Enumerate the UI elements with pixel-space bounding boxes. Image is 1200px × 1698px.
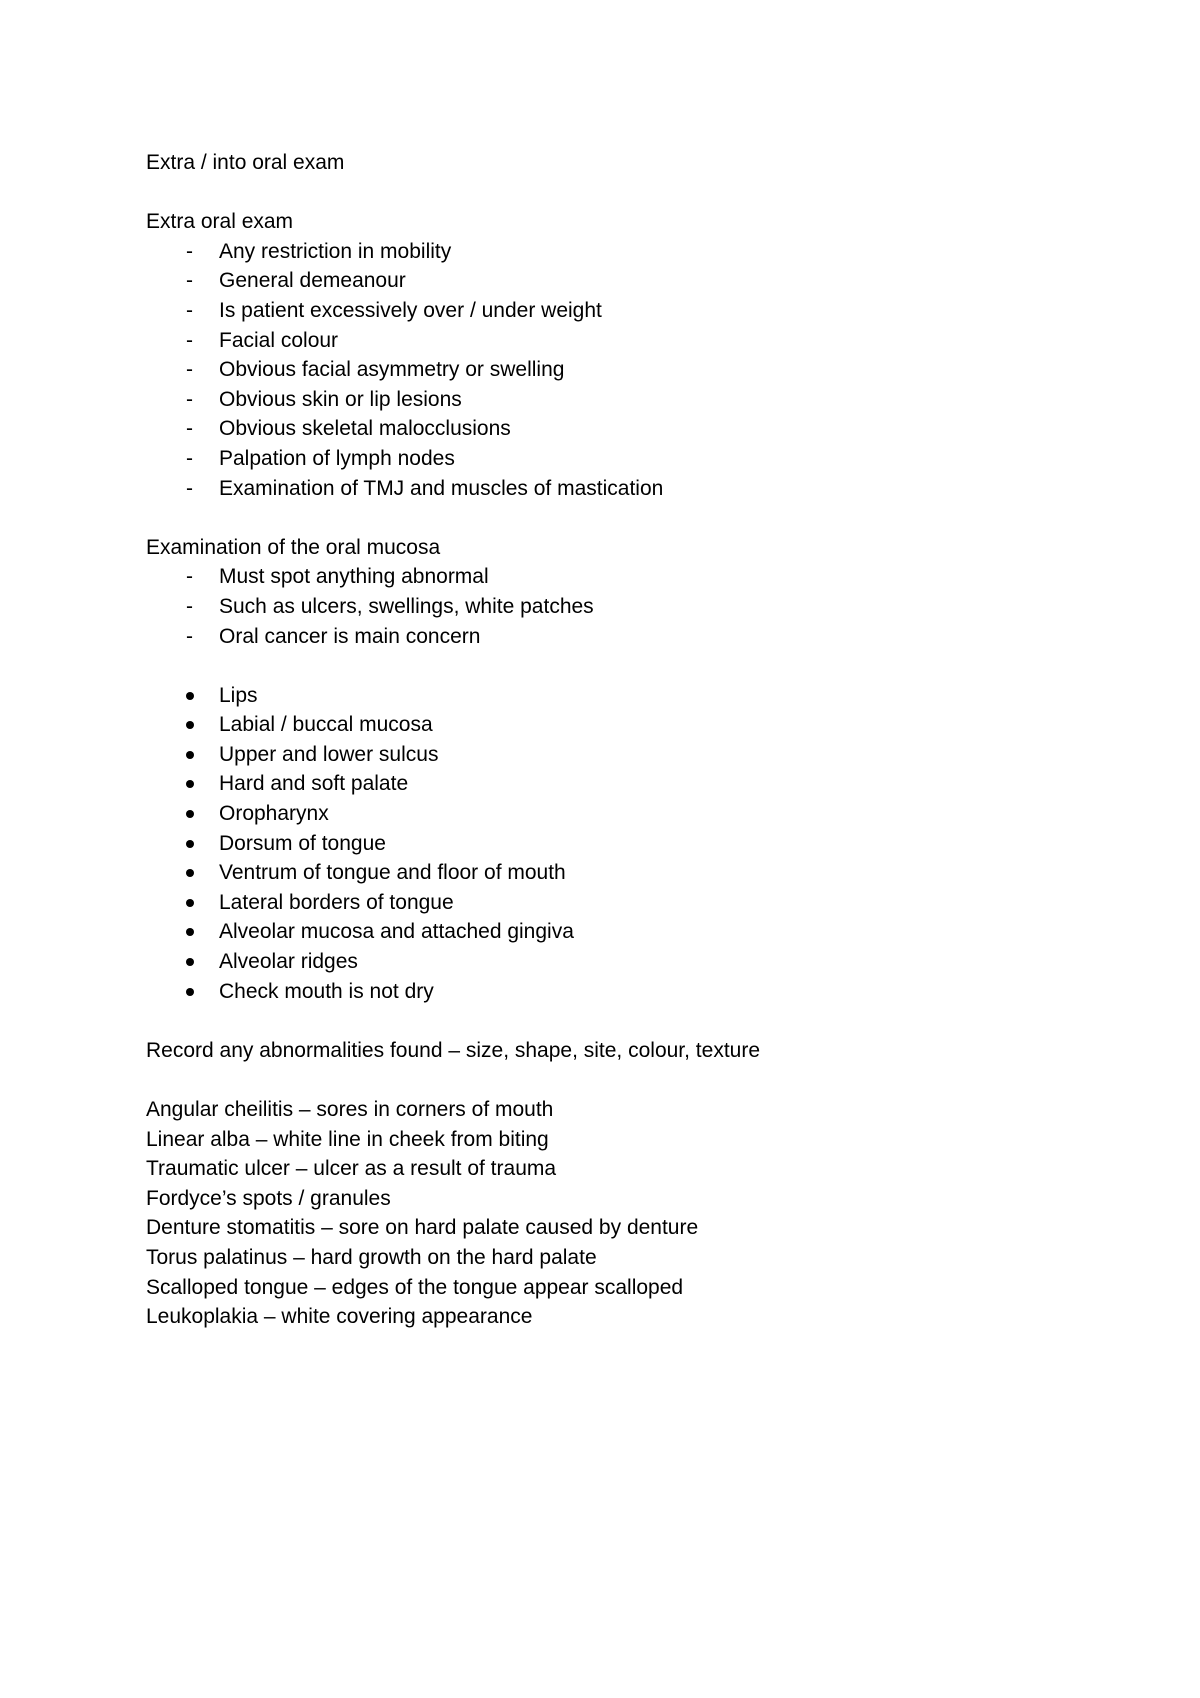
list-item <box>146 355 1126 385</box>
list-item <box>146 622 1126 652</box>
list-item <box>146 947 1126 977</box>
list-item <box>146 799 1126 829</box>
spacer <box>146 178 1126 208</box>
list-item-text: Must spot anything abnormal <box>219 565 489 589</box>
list-item-text: Is patient excessively over / under weight <box>219 298 602 322</box>
spacer <box>146 503 1126 533</box>
list-item-text: Any restriction in mobility <box>219 239 452 263</box>
list-item <box>146 858 1126 888</box>
list-item <box>146 829 1126 859</box>
dash-marker: - <box>186 387 193 411</box>
list-item-text: Dorsum of tongue <box>219 831 386 855</box>
list-item <box>146 266 1126 296</box>
dash-marker: - <box>186 446 193 470</box>
list-item-text: Check mouth is not dry <box>219 979 434 1003</box>
list-item-text: Facial colour <box>219 328 339 352</box>
list-item-text: Obvious facial asymmetry or swelling <box>219 358 565 382</box>
list-item <box>146 888 1126 918</box>
list-item-text: Lateral borders of tongue <box>219 890 454 914</box>
dash-marker: - <box>186 358 193 382</box>
dash-marker: - <box>186 239 193 263</box>
list-item-text: Examination of TMJ and muscles of mastication <box>219 476 664 500</box>
list-item <box>146 414 1126 444</box>
list-item <box>146 385 1126 415</box>
mucosa-list <box>146 562 1126 651</box>
condition-line: Torus palatinus – hard growth on the hard palate <box>146 1245 597 1269</box>
list-item-text: Such as ulcers, swellings, white patches <box>219 594 594 618</box>
bullet-icon <box>186 988 194 996</box>
sites-list <box>146 681 1126 1007</box>
dash-marker: - <box>186 269 193 293</box>
list-item <box>146 917 1126 947</box>
bullet-icon <box>186 899 194 907</box>
condition-line: Angular cheilitis – sores in corners of mouth <box>146 1098 554 1121</box>
list-item-text: Alveolar ridges <box>219 950 358 974</box>
list-item <box>146 474 1126 504</box>
list-item-text: Hard and soft palate <box>219 772 409 796</box>
condition-line: Fordyce’s spots / granules <box>146 1186 391 1210</box>
list-item-text: Obvious skeletal malocclusions <box>219 417 511 441</box>
extra-oral-heading: Extra oral exam <box>146 210 294 234</box>
document-title: Extra / into oral exam <box>146 151 345 174</box>
list-item <box>146 769 1126 799</box>
list-item <box>146 592 1126 622</box>
list-item-text: Alveolar mucosa and attached gingiva <box>219 920 574 944</box>
spacer <box>146 1065 1126 1095</box>
document-body <box>146 148 1126 1332</box>
dash-marker: - <box>186 328 193 352</box>
dash-marker: - <box>186 417 193 441</box>
list-item-text: Labial / buccal mucosa <box>219 713 433 737</box>
list-item-text: Upper and lower sulcus <box>219 742 439 766</box>
dash-marker: - <box>186 565 193 589</box>
list-item-text: Oral cancer is main concern <box>219 624 481 648</box>
bullet-icon <box>186 721 194 729</box>
list-item <box>146 296 1126 326</box>
list-item <box>146 740 1126 770</box>
bullet-icon <box>186 958 194 966</box>
list-item-text: Obvious skin or lip lesions <box>219 387 462 411</box>
bullet-icon <box>186 692 194 700</box>
list-item-text: Oropharynx <box>219 802 329 826</box>
list-item <box>146 681 1126 711</box>
condition-line: Denture stomatitis – sore on hard palate caused by denture <box>146 1216 699 1240</box>
dash-marker: - <box>186 298 193 322</box>
dash-marker: - <box>186 476 193 500</box>
bullet-icon <box>186 928 194 936</box>
extra-oral-list <box>146 237 1126 503</box>
dash-marker: - <box>186 624 193 648</box>
bullet-icon <box>186 869 194 877</box>
list-item <box>146 710 1126 740</box>
list-item <box>146 977 1126 1007</box>
list-item <box>146 237 1126 267</box>
spacer <box>146 651 1126 681</box>
condition-line: Leukoplakia – white covering appearance <box>146 1305 533 1329</box>
dash-marker: - <box>186 594 193 618</box>
list-item-text: Palpation of lymph nodes <box>219 446 455 470</box>
list-item-text: Lips <box>219 683 258 707</box>
spacer <box>146 1006 1126 1036</box>
condition-line: Linear alba – white line in cheek from biting <box>146 1127 549 1151</box>
list-item-text: General demeanour <box>219 269 406 293</box>
list-item <box>146 326 1126 356</box>
condition-line: Traumatic ulcer – ulcer as a result of trauma <box>146 1157 557 1181</box>
bullet-icon <box>186 751 194 759</box>
bullet-icon <box>186 780 194 788</box>
bullet-icon <box>186 840 194 848</box>
list-item-text: Ventrum of tongue and floor of mouth <box>219 861 566 885</box>
condition-line: Scalloped tongue – edges of the tongue appear scalloped <box>146 1275 684 1299</box>
record-line: Record any abnormalities found – size, shape, site, colour, texture <box>146 1038 761 1062</box>
bullet-icon <box>186 810 194 818</box>
mucosa-heading: Examination of the oral mucosa <box>146 535 441 559</box>
list-item <box>146 562 1126 592</box>
list-item <box>146 444 1126 474</box>
conditions-block <box>146 1095 1126 1332</box>
